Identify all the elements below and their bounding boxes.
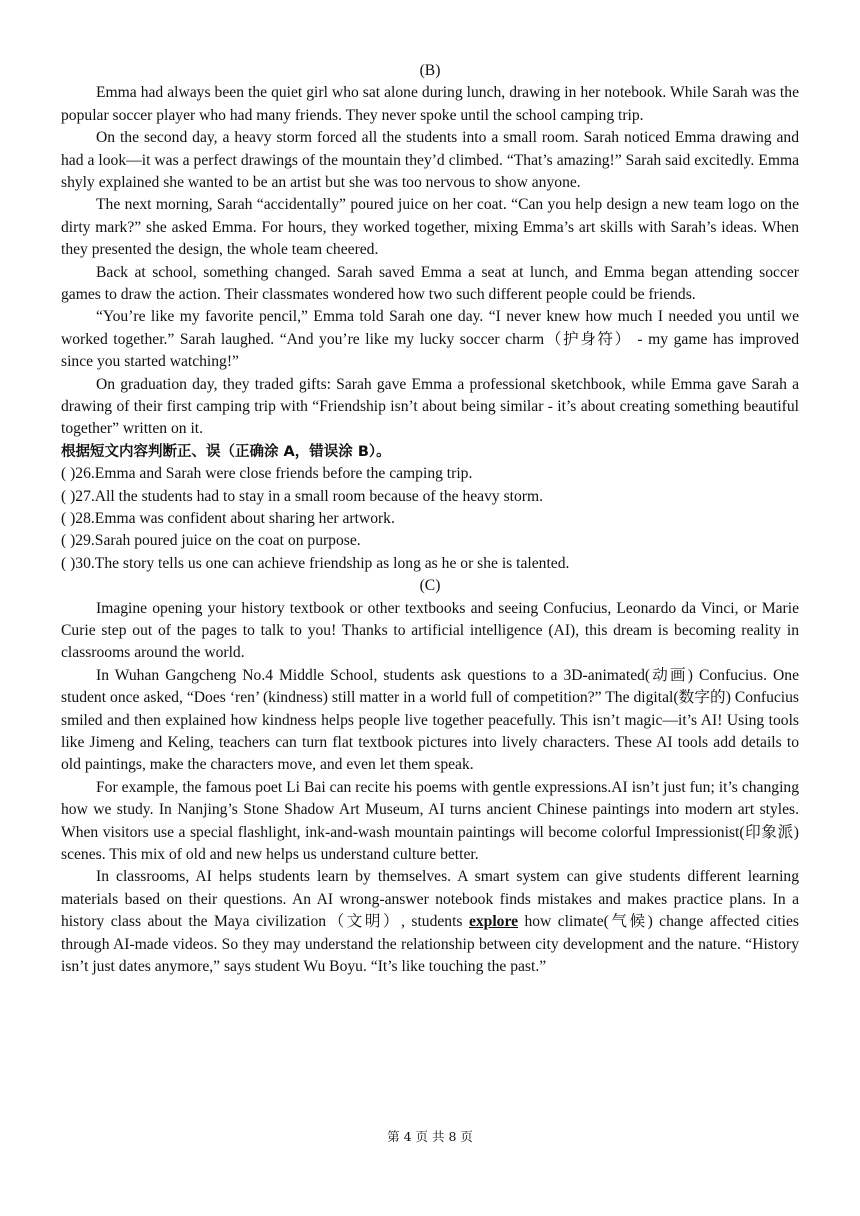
question-item (61, 553, 799, 575)
page-footer: 第 4 页 共 8 页 (387, 1129, 473, 1144)
question-text: 26.Emma and Sarah were close friends before the camping trip. (75, 465, 473, 483)
paragraph: Back at school, something changed. Sarah saved Emma a seat at lunch, and Emma began attending soccer games to draw the action. Their classmates wondered how two such different people could be friends. (61, 263, 799, 303)
paragraph: Emma had always been the quiet girl who sat alone during lunch, drawing in her notebook. While Sarah was the popular soccer player who had many friends. They never spoke until the school camping trip. (61, 84, 799, 124)
question-text: 27.All the students had to stay in a small room because of the heavy storm. (75, 487, 544, 505)
instruction-heading: 根据短文内容判断正、误（正确涂 A，错误涂 B）。 (61, 443, 391, 460)
question-text: 29.Sarah poured juice on the coat on purpose. (75, 532, 361, 550)
paragraph: Imagine opening your history textbook or other textbooks and seeing Confucius, Leonardo da Vinci, or Marie Curie step out of the pages to talk to you! Thanks to artificial intelligence (AI), this dream is becoming reality in classrooms around the world. (61, 599, 799, 662)
paragraph: The next morning, Sarah “accidentally” poured juice on her coat. “Can you help design a new team logo on the dirty mark?” she asked Emma. For hours, they worked together, mixing Emma’s art skills with Sarah’s ideas. When they presented the design, the whole team cheered. (61, 196, 799, 259)
emphasized-word: explore (468, 913, 519, 931)
paragraph-with-emphasis (61, 866, 799, 978)
paragraph-text: how climate(气候) change affected cities through AI-made videos. So they may understand the relationship between city development and the nature. “History isn’t just dates anymore,” says student Wu Boyu. “It’s like touching the past.” (61, 913, 800, 976)
section-c-title: (C) (419, 577, 441, 595)
document-page (61, 60, 799, 978)
answer-blank[interactable]: ( ) (61, 465, 76, 483)
section-b-title: (B) (419, 62, 441, 79)
paragraph: In Wuhan Gangcheng No.4 Middle School, students ask questions to a 3D-animated(动画) Confucius. One student once asked, “Does ‘ren’ (kindness) still matter in a world full of competition?” The digital(数字的) Confucius smiled and then explained how kindness helps people live together peacefully. This isn’t magic—it’s AI! Using tools like Jimeng and Keling, teachers can turn flat textbook pictures into lively characters. These AI tools add details to old paintings, make the characters move, and even let them speak. (61, 666, 799, 774)
paragraph: On graduation day, they traded gifts: Sarah gave Emma a professional sketchbook, while Emma gave Sarah a drawing of their first camping trip with “Friendship isn’t about being similar - it’s about creating something beautiful together” written on it. (61, 375, 799, 438)
question-text: 30.The story tells us one can achieve friendship as long as he or she is talented. (75, 554, 570, 572)
question-item (61, 463, 799, 485)
answer-blank[interactable]: ( ) (61, 554, 76, 572)
question-text: 28.Emma was confident about sharing her artwork. (75, 510, 395, 528)
question-item (61, 530, 799, 552)
question-item (61, 486, 799, 508)
paragraph: For example, the famous poet Li Bai can recite his poems with gentle expressions.AI isn’t just fun; it’s changing how we study. In Nanjing’s Stone Shadow Art Museum, AI turns ancient Chinese paintings into modern art styles. When visitors use a special flashlight, ink-and-wash mountain paintings will become colorful Impressionist(印象派) scenes. This mix of old and new helps us understand culture better. (61, 778, 799, 863)
paragraph-text: In classrooms, AI helps students learn by themselves. A smart system can give students different learning materials based on their questions. An AI wrong-answer notebook finds mistakes and makes practice plans. In a history class about the Maya civilization（文明）, students (61, 868, 799, 931)
paragraph: On the second day, a heavy storm forced all the students into a small room. Sarah noticed Emma drawing and had a look—it was a perfect drawings of the mountain they’d climbed. “That’s amazing!” Sarah said excitedly. Emma shyly explained she wanted to be an artist but she was too nervous to show anyone. (61, 129, 799, 191)
answer-blank[interactable]: ( ) (61, 532, 76, 550)
answer-blank[interactable]: ( ) (61, 487, 76, 505)
answer-blank[interactable]: ( ) (61, 510, 76, 528)
paragraph: “You’re like my favorite pencil,” Emma told Sarah one day. “I never knew how much I needed you until we worked together.” Sarah laughed. “And you’re like my lucky soccer charm（护身符） - my game has improved since you started watching!” (61, 308, 799, 371)
question-item (61, 508, 799, 530)
